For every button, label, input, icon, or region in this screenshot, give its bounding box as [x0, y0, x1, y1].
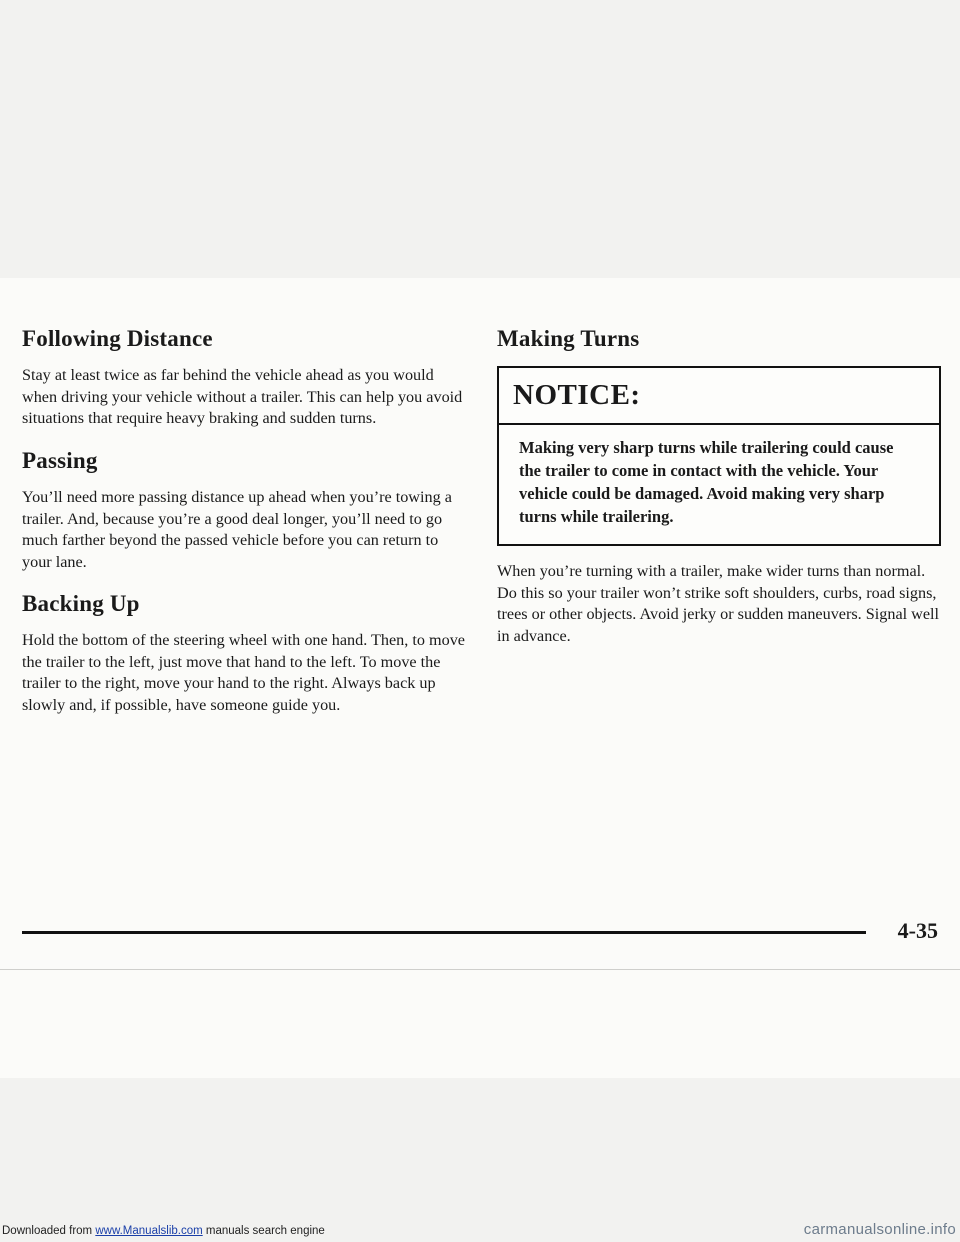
making-turns-heading: Making Turns	[497, 326, 640, 351]
backing-up-text: Hold the bottom of the steering wheel with one hand. Then, to move the trailer to the left, just move that hand to the left. To move the trailer to the right, move your hand to the right. Always back up slowly and, if possible, have someone guide you.	[22, 631, 465, 714]
manualslib-link[interactable]: www.Manualslib.com	[95, 1225, 203, 1237]
following-distance-heading: Following Distance	[22, 326, 213, 351]
download-footer	[2, 1225, 325, 1237]
footer-prefix: Downloaded from	[2, 1225, 96, 1237]
following-distance-text: Stay at least twice as far behind the vehicle ahead as you would when driving your vehicle without a trailer. This can help you avoid situations that require heavy braking and sudden turns.	[22, 366, 463, 428]
passing-heading: Passing	[22, 447, 98, 473]
page-rule	[22, 931, 866, 934]
left-column	[22, 326, 467, 716]
right-column	[497, 326, 942, 647]
notice-title: NOTICE:	[499, 368, 939, 425]
footer-suffix: manuals search engine	[202, 1225, 325, 1237]
page-number: 4-35	[897, 918, 938, 943]
backing-up-heading: Backing Up	[22, 591, 140, 617]
watermark-text: carmanualsonline.info	[803, 1221, 956, 1238]
page-edge-line	[0, 969, 960, 970]
making-turns-text: When you’re turning with a trailer, make wider turns than normal. Do this so your trailer won’t strike soft shoulders, curbs, road signs, trees or other objects. Avoid jerky or sudden maneuvers. Signal well in advance.	[497, 562, 940, 645]
notice-text: Making very sharp turns while trailering could cause the trailer to come in contact with the vehicle. Your vehicle could be damaged. Avoid making very sharp turns while trailering.	[519, 438, 894, 527]
notice-box	[497, 366, 941, 546]
passing-text: You’ll need more passing distance up ahead when you’re towing a trailer. And, because you’re a good deal longer, you’ll need to go much farther beyond the passed vehicle before you can return to your lane.	[22, 488, 452, 571]
